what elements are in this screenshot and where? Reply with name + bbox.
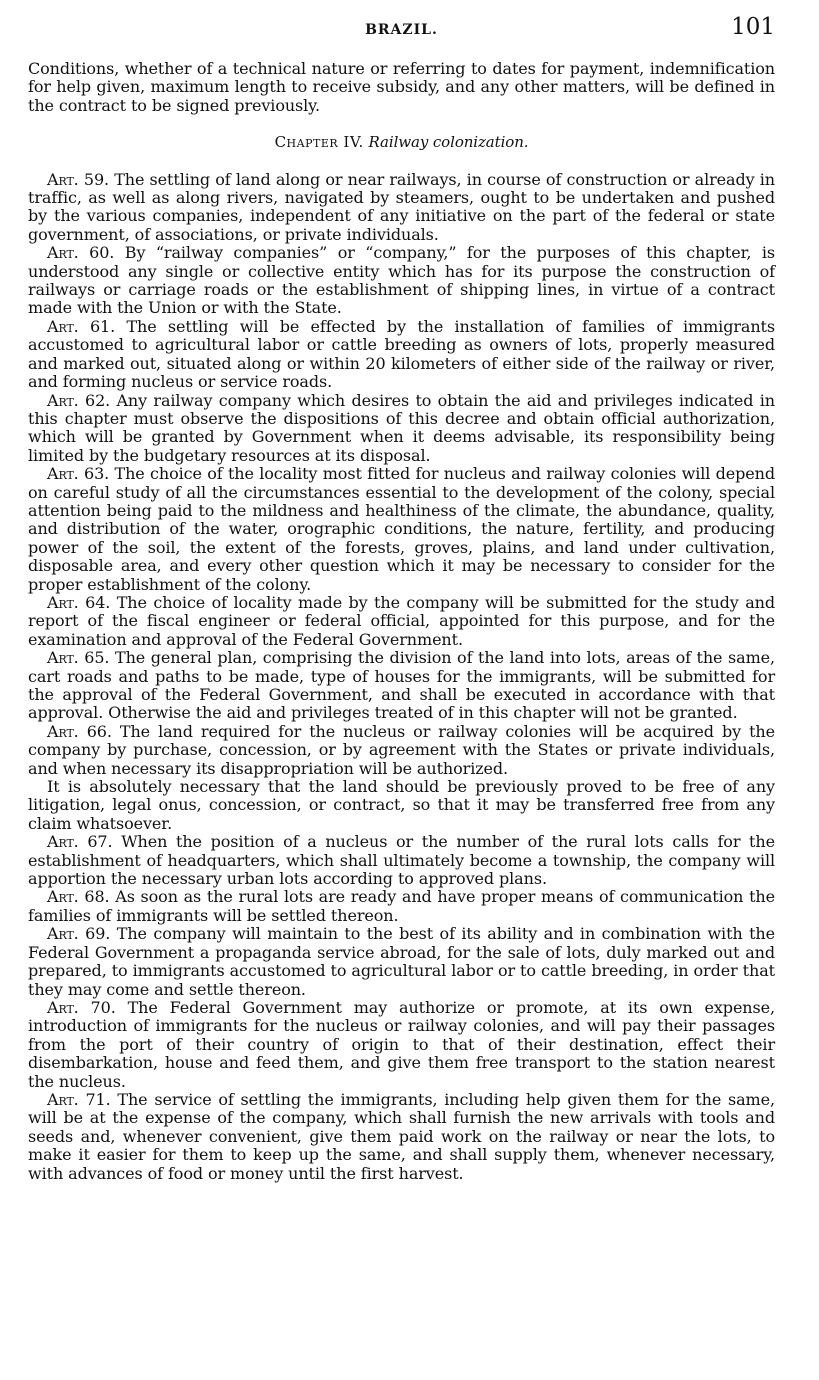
article-paragraph [28,649,775,723]
article-text: As soon as the rural lots are ready and have proper means of communication the families of immigrants will be settled thereon. [28,887,775,925]
article-paragraph [28,244,775,318]
article-text: By “railway companies” or “company,” for the purposes of this chapter, is understood any single or collective entity which has for its purpose the construction of railways or carriage roads or the establishment of shipping lines, in virtue of a contract made with the Union or with the State. [28,243,775,318]
article-continuation-paragraph [28,778,775,833]
article-paragraph [28,888,775,925]
article-paragraph [28,318,775,392]
article-label: Art. 61. [47,316,116,336]
article-label: Art. 71. [47,1089,111,1109]
article-text: The service of settling the immigrants, including help given them for the same, will be at the expense of the company, which shall furnish the new arrivals with tools and seeds and, whenever convenient, give them paid work on the railway or near the lots, to make it easier for them to keep up the same, and shall supply them, whenever necessary, with advances of food or money until the first harvest. [28,1089,775,1183]
article-paragraph [28,171,775,245]
article-text: The Federal Government may authorize or promote, at its own expense, introduction of immigrants for the nucleus or railway colonies, and will pay their passages from the port of their country of origin to that of their destination, effect their disembarkation, house and feed them, and give them free transport to the station nearest the nucleus. [28,997,775,1091]
intro-paragraph: Conditions, whether of a technical nature or referring to dates for payment, indemnification for help given, maximum length to receive subsidy, and any other matters, will be defined in the contract to be signed previously. [28,59,775,115]
running-head-title: BRAZIL. [365,22,438,38]
article-text: Any railway company which desires to obtain the aid and privileges indicated in this chapter must observe the dispositions of this decree and obtain official authorization, which will be granted by Government when it deems advisable, its responsibility being limited by the budgetary resources at its disposal. [28,390,775,465]
article-label: Art. 69. [47,924,111,944]
chapter-label: Chapter IV. [274,133,364,152]
article-paragraph [28,594,775,649]
articles-list [28,171,775,1183]
article-text: The settling will be effected by the installation of families of immigrants accustomed to agricultural labor or cattle breeding as owners of lots, properly measured and marked out, situated along or within 20 kilometers of either side of the railway or river, and forming nucleus or service roads. [28,316,775,392]
page-body [28,60,775,1183]
article-paragraph [28,723,775,778]
article-label: Art. 60. [47,243,115,263]
article-paragraph [28,465,775,594]
article-label: Art. 67. [47,832,113,852]
article-label: Art. 66. [47,721,112,741]
article-text: The choice of locality made by the company will be submitted for the study and report of the fiscal engineer or federal official, appointed for this purpose, and for the examination and approval of the Federal Government. [28,592,775,649]
article-label: Art. 63. [47,464,110,484]
page-number: 101 [731,14,775,40]
article-label: Art. 64. [47,592,111,612]
article-text: The settling of land along or near railways, in course of construction or already in traffic, as well as along rivers, navigated by steamers, ought to be undertaken and pushed by the various companies, independent of any initiative on the part of the federal or state government, of associations, or private individuals. [28,169,775,244]
article-text: When the position of a nucleus or the number of the rural lots calls for the establishment of headquarters, which shall ultimately become a township, the company will apportion the necessary urban lots according to approved plans. [28,832,775,889]
article-text: The choice of the locality most fitted for nucleus and railway colonies will depend on careful study of all the circumstances essential to the development of the colony, special attention being paid to the mildness and healthiness of the climate, the abundance, quality, and distribution of the water, orographic conditions, the nature, fertility, and producing power of the soil, the extent of the forests, groves, plains, and land under cultivation, disposable area, and every other question which it may be necessary to consider for the proper establishment of the colony. [28,464,775,594]
article-label: Art. 62. [47,390,111,410]
article-paragraph [28,392,775,466]
article-label: Art. 70. [47,997,116,1017]
chapter-title: Railway colonization. [368,133,529,152]
article-paragraph [28,833,775,888]
article-text: The general plan, comprising the division of the land into lots, areas of the same, cart roads and paths to be made, type of houses for the immigrants, will be submitted for the approval of the Federal Government, and shall be executed in accordance with that approval. Otherwise the aid and privileges treated of in this chapter will not be granted. [28,648,775,723]
article-text: The company will maintain to the best of its ability and in combination with the Federal Government a propaganda service abroad, for the sale of lots, duly marked out and prepared, to immigrants accustomed to agricultural labor or to cattle breeding, in order that they may come and settle thereon. [28,924,775,999]
article-paragraph [28,925,775,999]
article-paragraph [28,999,775,1091]
page-header [28,14,775,60]
article-label: Art. 59. [47,169,110,189]
article-text: The land required for the nucleus or railway colonies will be acquired by the company by purchase, concession, or by agreement with the States or private individuals, and when necessary its disappropriation will be authorized. [28,721,775,778]
article-paragraph [28,1091,775,1183]
article-label: Art. 65. [47,648,110,668]
chapter-heading [28,133,775,151]
article-label: Art. 68. [47,887,110,907]
article-text: It is absolutely necessary that the land should be previously proved to be free of any litigation, legal onus, concession, or contract, so that it may be transferred free from any claim whatsoever. [28,777,775,833]
